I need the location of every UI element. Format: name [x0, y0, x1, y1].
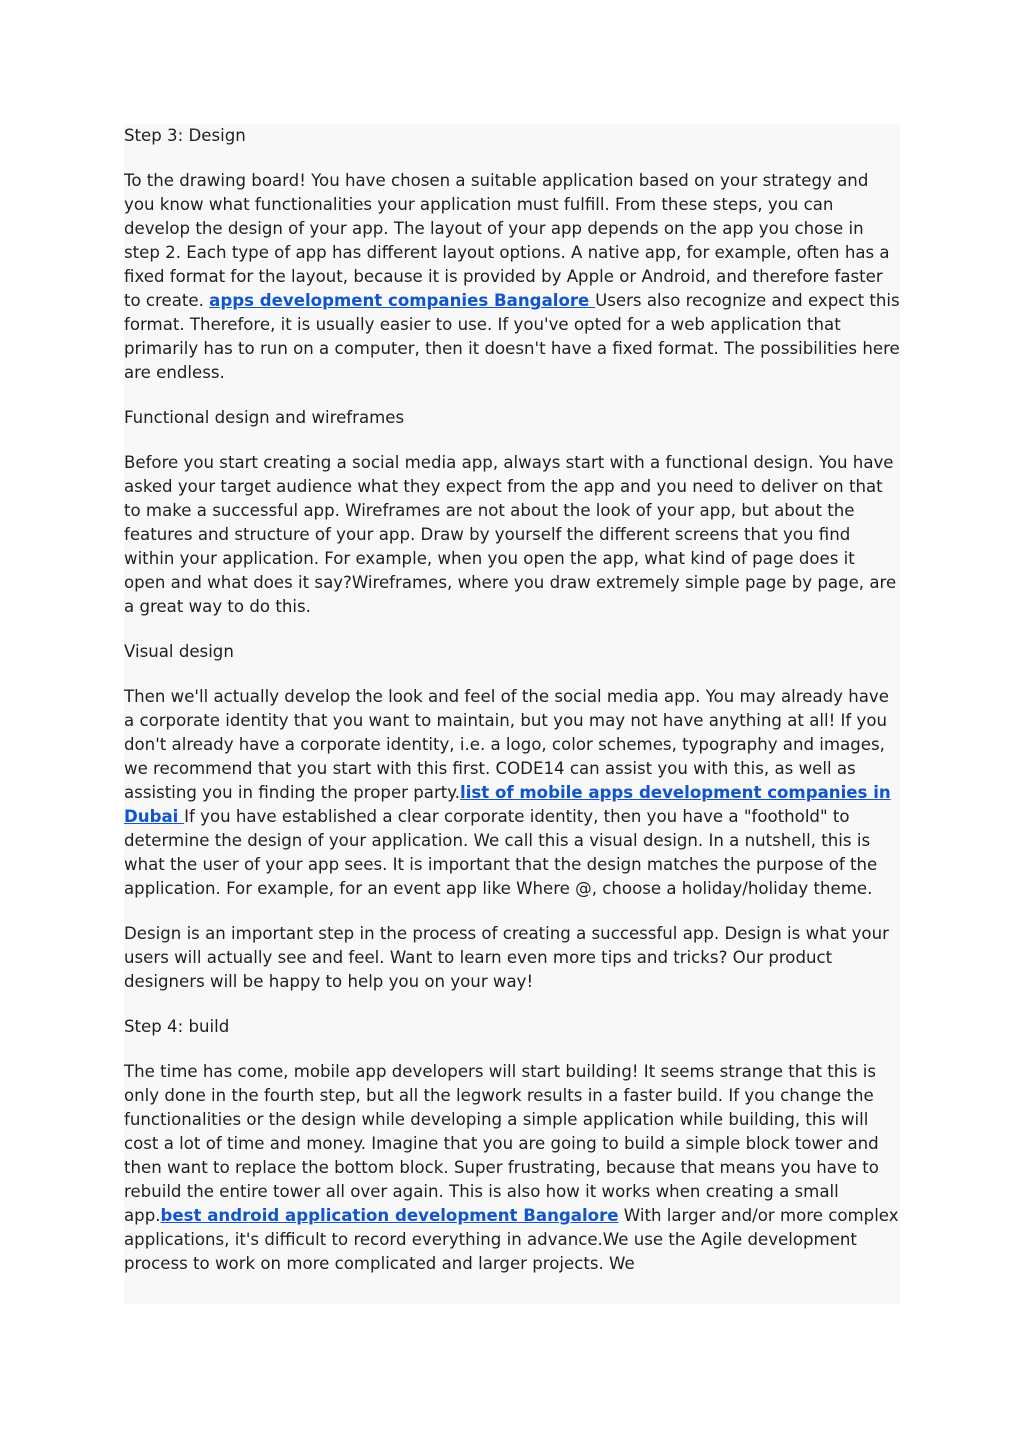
paragraph-text: The time has come, mobile app developers will start building! It seems strange that this is only done in the fourth step, but all the legwork results in a faster build. If you change the functionalities or the design while developing a simple application while building, this will cost a lot of time and money. Imagine that you are going to build a simple block tower and then want to replace the bottom block. Super frustrating, because that means you have to rebuild the entire tower all over again. This is also how it works when creating a small app.	[124, 1062, 879, 1225]
document-page	[124, 124, 900, 1304]
paragraph-visual-design	[124, 685, 900, 901]
heading-step-4: Step 4: build	[124, 1017, 230, 1036]
link-mobile-apps-dubai[interactable]: list of mobile apps development companies in Dubai	[124, 783, 891, 826]
heading-visual-design: Visual design	[124, 642, 234, 661]
paragraph-design-importance: Design is an important step in the process of creating a successful app. Design is what your users will actually see and feel. Want to learn even more tips and tricks? Our product designers will be happy to help you on your way!	[124, 924, 889, 991]
paragraph-text: With larger and/or more complex applications, it's difficult to record everything in advance.We use the Agile development process to work on more complicated and larger projects. We	[124, 1206, 899, 1273]
heading-functional-design: Functional design and wireframes	[124, 408, 405, 427]
document-content	[124, 124, 900, 1297]
link-apps-development-bangalore[interactable]: apps development companies Bangalore	[209, 291, 596, 310]
paragraph-functional-design: Before you start creating a social media app, always start with a functional design. You have asked your target audience what they expect from the app and you need to deliver on that to make a successful app. Wireframes are not about the look of your app, but about the features and structure of your app. Draw by yourself the different screens that you find within your application. For example, when you open the app, what kind of page does it open and what does it say?Wireframes, where you draw extremely simple page by page, are a great way to do this.	[124, 453, 897, 616]
paragraph-text: If you have established a clear corporate identity, then you have a "foothold" to determine the design of your application. We call this a visual design. In a nutshell, this is what the user of your app sees. It is important that the design matches the purpose of the application. For example, for an event app like Where @, choose a holiday/holiday theme.	[124, 807, 878, 898]
paragraph-build	[124, 1060, 900, 1276]
paragraph-text: To the drawing board! You have chosen a suitable application based on your strategy and you know what functionalities your application must fulfill. From these steps, you can develop the design of your app. The layout of your app depends on the app you chose in step 2. Each type of app has different layout options. A native app, for example, often has a fixed format for the layout, because it is provided by Apple or Android, and therefore faster to create.	[124, 171, 890, 310]
paragraph-drawing-board	[124, 169, 900, 385]
heading-step-3: Step 3: Design	[124, 126, 246, 145]
paragraph-text: Then we'll actually develop the look and feel of the social media app. You may already have a corporate identity that you want to maintain, but you may not have anything at all! If you don't already have a corporate identity, i.e. a logo, color schemes, typography and images, we recommend that you start with this first. CODE14 can assist you with this, as well as assisting you in finding the proper party.	[124, 687, 889, 802]
paragraph-text: Users also recognize and expect this format. Therefore, it is usually easier to use. If you've opted for a web application that primarily has to run on a computer, then it doesn't have a fixed format. The possibilities here are endless.	[124, 291, 900, 382]
link-android-development-bangalore[interactable]: best android application development Bangalore	[160, 1206, 619, 1225]
